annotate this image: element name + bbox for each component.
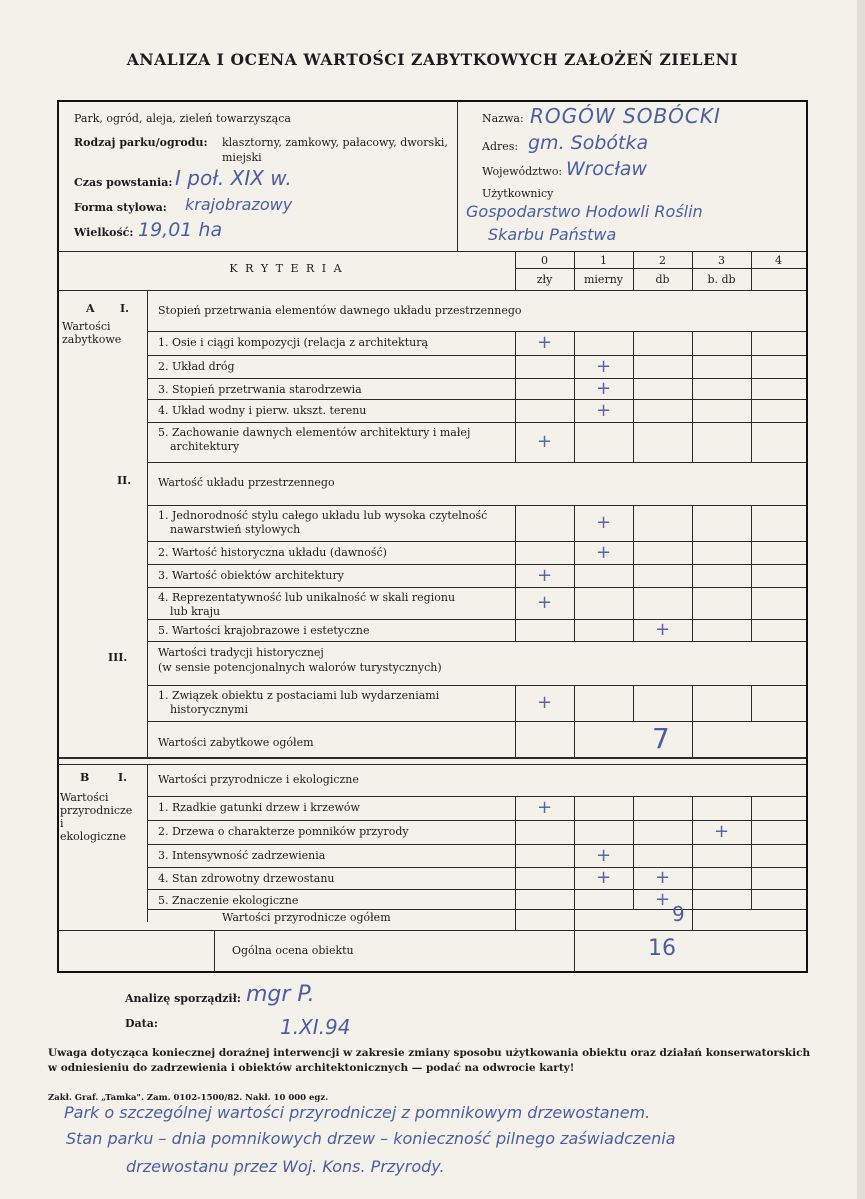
grid-line	[515, 378, 516, 399]
grid-line	[574, 721, 575, 757]
grid-line	[633, 685, 634, 721]
grid-line	[574, 422, 575, 462]
grid-line	[633, 820, 634, 844]
grid-line	[147, 641, 806, 642]
grid-line	[751, 564, 752, 587]
grid-line	[692, 685, 693, 721]
grid-line	[692, 844, 693, 867]
address-value: gm. Sobótka	[528, 132, 649, 154]
criterion-label: 4. Stan zdrowotny drzewostanu	[158, 872, 335, 885]
score-header-num: 4	[775, 254, 782, 267]
grid-line	[751, 889, 752, 909]
score-mark: +	[536, 797, 553, 818]
grid-line	[574, 331, 575, 355]
grid-line	[751, 867, 752, 889]
criterion-label: 1. Związek obiektu z postaciami lub wydarzeniami	[158, 689, 440, 702]
criterion-label: 1. Rzadkie gatunki drzew i krzewów	[158, 801, 360, 814]
grid-line	[147, 796, 806, 797]
notice-line-1: Uwaga dotycząca koniecznej doraźnej interwencji w zakresie zmiany sposobu użytkowania obiektu oraz działań konserwatorskich	[48, 1047, 811, 1059]
grid-line	[751, 541, 752, 564]
grid-line	[751, 685, 752, 721]
score-header-label: db	[655, 273, 670, 286]
grid-line	[692, 541, 693, 564]
grid-line	[751, 619, 752, 641]
section-a-roman: I.	[120, 302, 129, 315]
grid-line	[751, 844, 752, 867]
prepared-signature: mgr P.	[246, 982, 315, 1007]
grid-line	[515, 889, 516, 909]
prepared-label: Analizę sporządził:	[125, 992, 241, 1005]
grid-line	[633, 399, 634, 422]
grid-line	[751, 355, 752, 378]
criterion-label: 5. Wartości krajobrazowe i estetyczne	[158, 624, 370, 637]
score-mark: +	[595, 541, 612, 563]
grid-line	[515, 721, 516, 757]
grid-line	[692, 909, 693, 930]
criterion-label: 5. Znaczenie ekologiczne	[158, 894, 299, 907]
section-a-letter: A	[86, 302, 95, 315]
grid-line	[633, 422, 634, 462]
criterion-label-cont: historycznymi	[170, 703, 248, 716]
grid-line	[574, 796, 575, 820]
score-mark: +	[595, 378, 612, 399]
grid-line	[515, 399, 516, 422]
grid-line	[751, 820, 752, 844]
grid-line	[515, 505, 516, 541]
grid-line	[751, 587, 752, 619]
page-edge	[857, 0, 865, 1199]
roman-iii: III.	[108, 651, 128, 664]
grid-line	[574, 820, 575, 844]
grid-line	[147, 505, 806, 506]
grid-line	[692, 399, 693, 422]
grid-line	[692, 378, 693, 399]
grid-line	[147, 541, 806, 542]
criterion-label: 4. Reprezentatywność lub unikalność w skali regionu	[158, 591, 456, 604]
grid-line	[692, 422, 693, 462]
grid-line	[515, 867, 516, 889]
grid-line	[147, 564, 806, 565]
criterion-label: 3. Wartość obiektów architektury	[158, 569, 344, 582]
size-label: Wielkość:	[74, 226, 134, 239]
criterion-label: 2. Drzewa o charakterze pomników przyrody	[158, 825, 409, 838]
voivodeship-label: Województwo:	[482, 165, 563, 178]
grid-line	[633, 331, 634, 355]
score-mark-extra: +	[654, 867, 671, 888]
grid-line	[147, 462, 806, 463]
grid-line	[692, 619, 693, 641]
criterion-label-cont: architektury	[170, 440, 240, 453]
grid-line	[751, 422, 752, 462]
score-header-label: mierny	[583, 273, 623, 286]
grid-line	[751, 378, 752, 399]
grid-line	[147, 399, 806, 400]
section-b-roman: I.	[118, 771, 127, 784]
form-title: ANALIZA I OCENA WARTOŚCI ZABYTKOWYCH ZAŁOŻEŃ ZIELENI	[126, 50, 739, 69]
total-przyrodnicze-label: Wartości przyrodnicze ogółem	[222, 911, 391, 924]
score-header-label: zły	[536, 273, 553, 286]
score-mark: +	[654, 619, 671, 640]
time-value: I poł. XIX w.	[175, 166, 292, 190]
grid-line	[633, 796, 634, 820]
park-kind-options-2: miejski	[222, 151, 262, 164]
grid-line	[751, 796, 752, 820]
score-mark: +	[595, 399, 612, 421]
date-label: Data:	[125, 1017, 158, 1030]
score-header-num: 3	[718, 254, 725, 267]
criterion-label: 4. Układ wodny i pierw. ukszt. terenu	[158, 404, 367, 417]
grid-line	[515, 541, 516, 564]
park-kind-options: klasztorny, zamkowy, pałacowy, dworski,	[222, 136, 448, 149]
score-mark: +	[536, 564, 553, 586]
criterion-label: 1. Osie i ciągi kompozycji (relacja z architekturą	[158, 336, 429, 349]
grid-line	[515, 844, 516, 867]
grid-line	[147, 355, 806, 356]
kryteria-heading: K R Y T E R I A	[229, 262, 344, 275]
grid-line	[692, 796, 693, 820]
subhead-a2: Wartość układu przestrzennego	[158, 476, 335, 489]
grid-line	[751, 505, 752, 541]
grid-line	[147, 619, 806, 620]
criterion-label: 5. Zachowanie dawnych elementów architektury i małej	[158, 426, 471, 439]
users-value-2: Skarbu Państwa	[488, 225, 617, 244]
grid-line	[633, 587, 634, 619]
criterion-label: 2. Układ dróg	[158, 360, 235, 373]
grid-line	[574, 685, 575, 721]
subhead-b1: Wartości przyrodnicze i ekologiczne	[158, 773, 359, 786]
grid-line	[751, 399, 752, 422]
time-label: Czas powstania:	[74, 176, 173, 189]
grid-line	[633, 378, 634, 399]
grid-line	[633, 505, 634, 541]
park-kind-label: Rodzaj parku/ogrodu:	[74, 136, 208, 149]
criterion-label-cont: nawarstwień stylowych	[170, 523, 301, 536]
printer-info: Zakł. Graf. „Tamka". Zam. 0102-1500/82. Nakł. 10 000 egz.	[48, 1093, 329, 1103]
subhead-a3-1: Wartości tradycji historycznej	[158, 646, 324, 659]
score-mark: +	[595, 844, 612, 866]
size-value: 19,01 ha	[138, 219, 223, 241]
score-mark: +	[595, 867, 612, 888]
section-a-label: Wartości zabytkowe	[62, 320, 122, 346]
grid-line	[515, 355, 516, 378]
grid-line	[633, 844, 634, 867]
criterion-label-cont: lub kraju	[170, 605, 221, 618]
grid-line	[574, 619, 575, 641]
grid-line	[692, 331, 693, 355]
users-label: Użytkownicy	[482, 187, 554, 200]
grid-line	[633, 541, 634, 564]
score-mark: +	[595, 355, 612, 377]
score-mark: +	[595, 512, 612, 533]
park-type-label: Park, ogród, aleja, zieleń towarzysząca	[74, 112, 291, 125]
total-ogolna-label: Ogólna ocena obiektu	[232, 944, 354, 957]
grid-line	[692, 505, 693, 541]
note-line-2: Stan parku – dnia pomnikowych drzew – konieczność pilnego zaświadczenia	[66, 1129, 676, 1148]
total-przyrodnicze-value: 9	[672, 902, 685, 926]
grid-line	[692, 721, 693, 757]
total-zabytkowe-value: 7	[652, 722, 670, 755]
grid-line	[147, 685, 806, 686]
grid-line	[633, 564, 634, 587]
grid-line	[515, 909, 516, 930]
grid-line	[147, 909, 806, 910]
grid-line	[692, 355, 693, 378]
grid-line	[147, 867, 806, 868]
voivodeship-value: Wrocław	[566, 158, 647, 180]
section-b-label: Wartości przyrodnicze i ekologiczne	[60, 791, 133, 843]
note-line-1: Park o szczególnej wartości przyrodniczej z pomnikowym drzewostanem.	[64, 1103, 651, 1122]
grid-line	[574, 909, 575, 930]
name-value: ROGÓW SOBÓCKI	[530, 104, 721, 128]
criterion-label: 3. Intensywność zadrzewienia	[158, 849, 326, 862]
grid-line	[147, 378, 806, 379]
name-label: Nazwa:	[482, 112, 524, 125]
grid-line	[633, 355, 634, 378]
users-value-1: Gospodarstwo Hodowli Roślin	[466, 202, 703, 221]
score-mark: +	[713, 821, 730, 842]
note-line-3: drzewostanu przez Woj. Kons. Przyrody.	[126, 1157, 445, 1176]
grid-line	[574, 564, 575, 587]
style-value: krajobrazowy	[185, 195, 293, 214]
grid-line	[574, 587, 575, 619]
subhead-a1: Stopień przetrwania elementów dawnego układu przestrzennego	[158, 304, 522, 317]
grid-line	[692, 564, 693, 587]
grid-line	[574, 889, 575, 909]
grid-line	[692, 867, 693, 889]
score-header-num: 2	[659, 254, 666, 267]
criterion-label: 2. Wartość historyczna układu (dawność)	[158, 546, 387, 559]
grid-line	[751, 331, 752, 355]
address-label: Adres:	[482, 140, 519, 153]
grid-line	[147, 844, 806, 845]
date-value: 1.XI.94	[280, 1015, 351, 1039]
grid-line	[515, 820, 516, 844]
score-header-num: 1	[600, 254, 607, 267]
score-mark: +	[536, 692, 553, 713]
score-mark: +	[536, 592, 553, 613]
score-mark: +	[654, 889, 671, 910]
style-label: Forma stylowa:	[74, 201, 167, 214]
grid-line	[147, 721, 806, 722]
criterion-label: 1. Jednorodność stylu całego układu lub wysoka czytelność	[158, 509, 488, 522]
score-header-label: b. db	[707, 273, 736, 286]
grid-line	[692, 587, 693, 619]
grid-line	[147, 889, 806, 890]
total-ogolna-value: 16	[648, 936, 676, 961]
grid-line	[147, 422, 806, 423]
grid-line	[515, 619, 516, 641]
score-mark: +	[536, 431, 553, 452]
grid-line	[692, 889, 693, 909]
total-zabytkowe-label: Wartości zabytkowe ogółem	[158, 736, 314, 749]
roman-ii: II.	[117, 474, 132, 487]
subhead-a3-2: (w sensie potencjonalnych walorów turystycznych)	[158, 661, 442, 674]
score-header-num: 0	[541, 254, 548, 267]
grid-line	[147, 587, 806, 588]
notice-line-2: w odniesieniu do zadrzewienia i obiektów architektonicznych — podać na odwrocie karty!	[48, 1062, 575, 1074]
criterion-label: 3. Stopień przetrwania starodrzewia	[158, 383, 362, 396]
score-mark: +	[536, 332, 553, 353]
section-b-letter: B	[80, 771, 90, 784]
